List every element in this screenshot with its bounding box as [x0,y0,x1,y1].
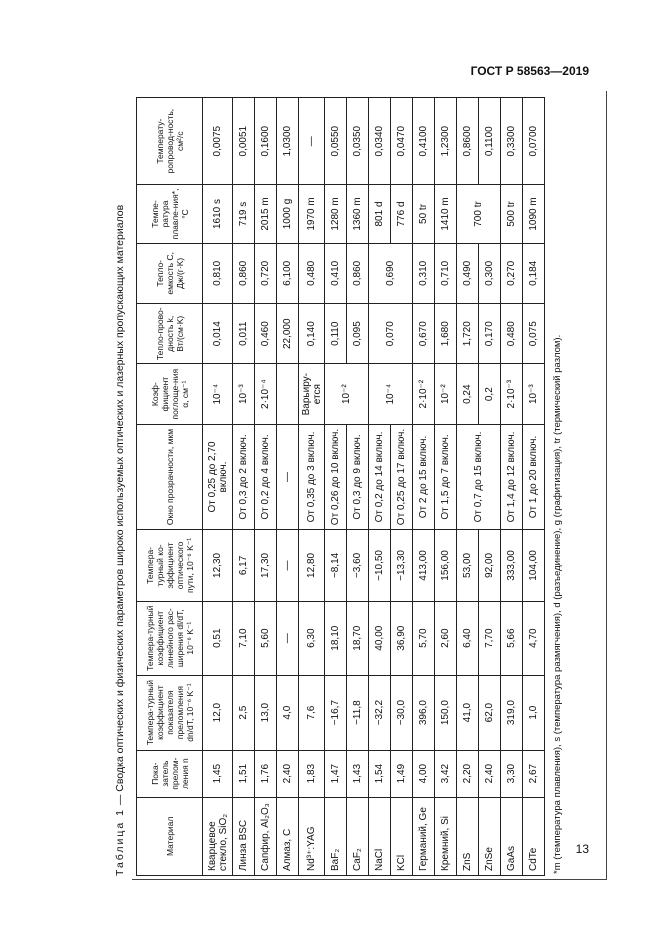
cell-dndt: −32,2 [369,675,391,750]
cell-window: От 0,2 до 4 включ. [255,424,277,529]
cell-k: 0,140 [299,304,325,364]
cell-dldt: 0,51 [203,601,233,675]
cell-n: 1,49 [391,750,413,797]
cell-dndt: 396,0 [413,675,435,750]
cell-window: От 2 до 15 включ. [413,424,435,529]
cell-n: 4,00 [413,750,435,797]
cell-c: 0,810 [203,243,233,303]
cell-tm: 2015 m [255,185,277,243]
cell-dldt: 7,10 [233,601,255,675]
cell-tm: 700 tr [457,185,501,243]
cell-diff: 0,0470 [391,98,413,185]
cell-c: 0,860 [233,243,255,303]
cell-alpha: 10⁻² [435,364,457,424]
cell-tm: 500 tr [501,185,523,243]
cell-opd: 333,00 [501,530,523,602]
cell-c: 0,300 [479,243,501,303]
table-row [391,98,413,876]
cell-opd: 12,80 [299,530,325,602]
standard-header: ГОСТ Р 58563—2019 [470,64,589,78]
cell-material: ZnSe [479,797,501,875]
col-header-alpha: Коэф-фициент поглоще-ния α, см⁻¹ [137,364,203,424]
cell-window: От 0,3 до 9 включ. [347,424,369,529]
cell-tm: 1090 m [523,185,545,243]
cell-alpha: 2·10⁻² [413,364,435,424]
cell-material: ZnS [457,797,479,875]
cell-dldt: 18,10 [325,601,347,675]
cell-alpha: 10⁻³ [233,364,255,424]
cell-dldt: 5,60 [255,601,277,675]
cell-dndt: 2,5 [233,675,255,750]
cell-window: От 0,35 до 3 включ. [299,424,325,529]
cell-material: CdTe [523,797,545,875]
cell-dndt: 13,0 [255,675,277,750]
cell-diff: 1,0300 [277,98,299,185]
cell-opd: 92,00 [479,530,501,602]
cell-opd: −8,14 [325,530,347,602]
cell-tm: 801 d [369,185,391,243]
table-row [501,98,523,876]
cell-k: 1,680 [435,304,457,364]
cell-opd: 12,30 [203,530,233,602]
cell-material: Алмаз, С [277,797,299,875]
col-header-material: Материал [137,797,203,875]
cell-diff: 0,4100 [413,98,435,185]
cell-diff: 0,0340 [369,98,391,185]
cell-opd: 413,00 [413,530,435,602]
cell-alpha: 2·10⁻⁴ [255,364,277,424]
cell-c: 0,480 [299,243,325,303]
cell-diff: — [299,98,325,185]
cell-diff: 0,0051 [233,98,255,185]
cell-window: — [277,424,299,529]
cell-dldt: 5,70 [413,601,435,675]
cell-c: 0,710 [435,243,457,303]
cell-c: 0,720 [255,243,277,303]
cell-n: 1,83 [299,750,325,797]
cell-tm: 1970 m [299,185,325,243]
cell-alpha: 10⁻³ [523,364,545,424]
cell-alpha: 0,2 [479,364,501,424]
table-row [233,98,255,876]
col-header-c: Тепло-емкость C, Дж/(г·K) [137,243,203,303]
col-header-k: Тепло-прово-дность k, Вт/(см·K) [137,304,203,364]
cell-alpha [277,364,299,424]
cell-opd: — [277,530,299,602]
cell-dndt: 1,0 [523,675,545,750]
cell-alpha: 10⁻² [325,364,369,424]
cell-n: 1,45 [203,750,233,797]
cell-tm: 776 d [391,185,413,243]
cell-material: KCl [391,797,413,875]
cell-k: 0,480 [501,304,523,364]
cell-n: 3,42 [435,750,457,797]
cell-k: 1,720 [457,304,479,364]
cell-dndt: 319,0 [501,675,523,750]
cell-c: 0,490 [457,243,479,303]
cell-dldt: — [277,601,299,675]
table-row [203,98,233,876]
cell-window: От 0,25 до 17 включ. [391,424,413,529]
table-row [435,98,457,876]
cell-n: 1,54 [369,750,391,797]
cell-k: 0,070 [369,304,413,364]
cell-dndt: −11,8 [347,675,369,750]
table-row [347,98,369,876]
caption-prefix: Таблица 1 [114,808,126,876]
col-header-window: Окно прозрачности, мкм [137,424,203,529]
cell-material: GaAs [501,797,523,875]
cell-opd: 6,17 [233,530,255,602]
cell-diff: 1,2300 [435,98,457,185]
cell-tm: 1360 m [347,185,369,243]
cell-alpha: 10⁻⁴ [369,364,413,424]
cell-dldt: 5,66 [501,601,523,675]
cell-dldt: 2,60 [435,601,457,675]
table-row [369,98,391,876]
cell-dndt: −30,0 [391,675,413,750]
cell-opd: 104,00 [523,530,545,602]
cell-k: 0,170 [479,304,501,364]
cell-window: От 1,5 до 7 включ. [435,424,457,529]
cell-material: BaF₂ [325,797,347,875]
table-caption [112,97,128,876]
col-header-diff: Температу-ропровод-ность, см²/с [137,98,203,185]
cell-c: 0,410 [325,243,347,303]
cell-window: От 1 до 20 включ. [523,424,545,529]
cell-k: 0,011 [233,304,255,364]
cell-dldt: 18,70 [347,601,369,675]
cell-tm: 1000 g [277,185,299,243]
cell-n: 1,47 [325,750,347,797]
cell-window: От 1,4 до 12 включ. [501,424,523,529]
rotated-table-block [112,97,606,876]
cell-dldt: 6,30 [299,601,325,675]
cell-opd: 53,00 [457,530,479,602]
cell-material: Кремний, Si [435,797,457,875]
col-header-tm: Темпе-ратура плавле-ния*, °C [137,185,203,243]
cell-c: 0,860 [347,243,369,303]
cell-window: От 0,3 до 2 включ. [233,424,255,529]
cell-c: 0,690 [369,243,413,303]
cell-dndt: −16,7 [325,675,347,750]
cell-n: 1,76 [255,750,277,797]
col-header-dldt: Темпера-турный коэффициент линейного рас-ширения dl/dT, 10⁻⁶ K⁻¹ [137,601,203,675]
cell-k: 0,110 [325,304,347,364]
cell-material: CaF₂ [347,797,369,875]
cell-dldt: 4,70 [523,601,545,675]
col-header-n: Пока-затель прелом-ления n [137,750,203,797]
table-footnote: *m (температура плавления), s (температура размягчения), d (разъединение), g (графитизация), tr (термический разлом). [552,334,563,874]
cell-diff: 0,1600 [255,98,277,185]
cell-dndt: 7,6 [299,675,325,750]
cell-opd: 156,00 [435,530,457,602]
cell-opd: −10,50 [369,530,391,602]
table-row [299,98,325,876]
materials-table [136,97,545,876]
cell-n: 1,51 [233,750,255,797]
cell-tm: 1280 m [325,185,347,243]
cell-opd: 17,30 [255,530,277,602]
cell-n: 2,40 [277,750,299,797]
table-row [255,98,277,876]
cell-diff: 0,0550 [325,98,347,185]
cell-material: Nd³⁺:YAG [299,797,325,875]
table-row [413,98,435,876]
col-header-dndt: Темпера-турный коэффициент показателя преломления dn/dT, 10⁻⁶ K⁻¹ [137,675,203,750]
table-row [325,98,347,876]
cell-k: 22,000 [277,304,299,364]
cell-diff: 0,1100 [479,98,501,185]
table-row [457,98,479,876]
cell-opd: −3,60 [347,530,369,602]
cell-diff: 0,0350 [347,98,369,185]
table-row [523,98,545,876]
col-header-opd: Темпера-турный ко-эффициент оптического пути, 10⁻⁶ K⁻¹ [137,530,203,602]
cell-c: 0,310 [413,243,435,303]
cell-c: 0,270 [501,243,523,303]
cell-material: Кварцевое стекло, SiO₂ [203,797,233,875]
cell-k: 0,095 [347,304,369,364]
cell-alpha: 2·10⁻³ [501,364,523,424]
cell-alpha: 10⁻⁴ [203,364,233,424]
cell-dndt: 4,0 [277,675,299,750]
cell-opd: −13,30 [391,530,413,602]
cell-k: 0,670 [413,304,435,364]
cell-dldt: 40,00 [369,601,391,675]
cell-diff: 0,8600 [457,98,479,185]
caption-text: — Сводка оптических и физических параметров широко используемых оптических и лазерных пропускающих материалов [114,204,126,809]
cell-dndt: 150,0 [435,675,457,750]
cell-dldt: 36,90 [391,601,413,675]
cell-dndt: 12,0 [203,675,233,750]
cell-diff: 0,0075 [203,98,233,185]
table-row [277,98,299,876]
page-number: 13 [575,842,589,856]
cell-tm: 50 tr [413,185,435,243]
cell-n: 2,40 [479,750,501,797]
cell-material: Линза BSC [233,797,255,875]
cell-window: От 0,2 до 14 включ. [369,424,391,529]
cell-window: От 0,7 до 15 включ. [457,424,501,529]
cell-window: От 0,26 до 10 включ. [325,424,347,529]
table-header-row [137,98,203,876]
cell-dndt: 41,0 [457,675,479,750]
cell-tm: 1410 m [435,185,457,243]
cell-diff: 0,0700 [523,98,545,185]
cell-diff: 0,3300 [501,98,523,185]
cell-tm: 1610 s [203,185,233,243]
cell-k: 0,014 [203,304,233,364]
cell-c: 0,184 [523,243,545,303]
cell-n: 2,20 [457,750,479,797]
cell-n: 2,67 [523,750,545,797]
cell-material: NaCl [369,797,391,875]
cell-n: 3,30 [501,750,523,797]
cell-k: 0,075 [523,304,545,364]
cell-tm: 719 s [233,185,255,243]
cell-alpha: Варьиру-ется [299,364,325,424]
cell-window: От 0,25 до 2,70 включ. [203,424,233,529]
cell-c: 6,100 [277,243,299,303]
cell-n: 1,43 [347,750,369,797]
cell-dldt: 6,40 [457,601,479,675]
cell-dndt: 62,0 [479,675,501,750]
cell-material: Сапфир, Al₂O₃ [255,797,277,875]
cell-dldt: 7,70 [479,601,501,675]
cell-k: 0,460 [255,304,277,364]
cell-material: Германий, Ge [413,797,435,875]
cell-alpha: 0,24 [457,364,479,424]
